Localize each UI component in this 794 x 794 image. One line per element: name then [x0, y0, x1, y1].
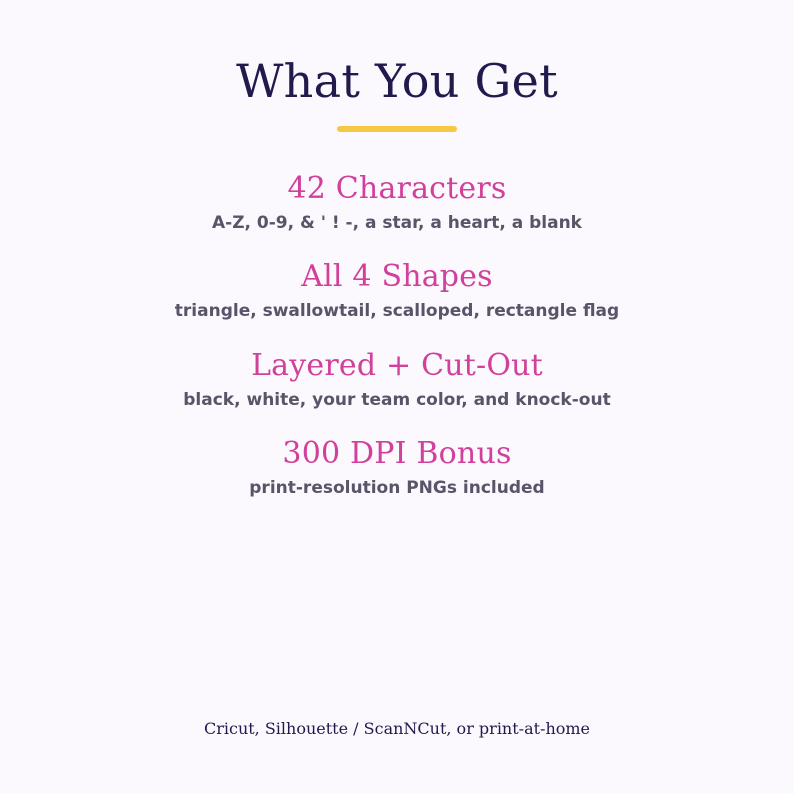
feature-layered-cut-out: [0, 348, 794, 410]
feature-title: 42 Characters: [287, 171, 507, 206]
feature-description: print-resolution PNGs included: [249, 478, 545, 498]
feature-description: triangle, swallowtail, scalloped, rectangle flag: [174, 301, 620, 321]
feature-characters: [0, 171, 794, 233]
page-title: What You Get: [236, 54, 558, 108]
feature-title: Layered + Cut-Out: [251, 348, 543, 383]
feature-shapes: [0, 259, 794, 321]
feature-title: All 4 Shapes: [301, 259, 493, 294]
title-underline: [337, 126, 457, 132]
feature-description: black, white, your team color, and knock-out: [183, 390, 611, 410]
feature-title: 300 DPI Bonus: [282, 436, 512, 471]
feature-description: A-Z, 0-9, & ' ! -, a star, a heart, a blank: [212, 213, 582, 233]
compatibility-note: Cricut, Silhouette / ScanNCut, or print-at-home: [203, 719, 591, 738]
feature-dpi-bonus: [0, 436, 794, 498]
